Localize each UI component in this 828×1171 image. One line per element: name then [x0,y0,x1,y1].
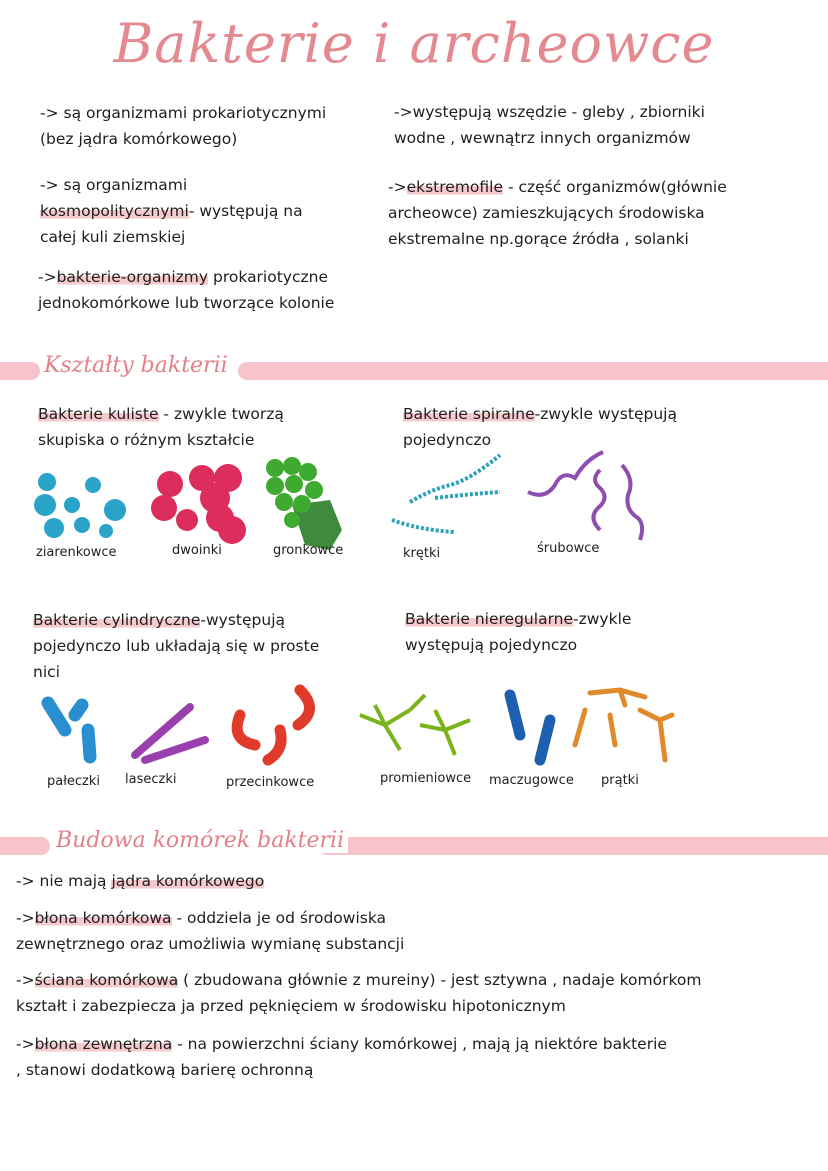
spiral-illustration [390,450,690,540]
nieregularne-description: Bakterie nieregularne-zwykle występują pojedynczo [405,610,632,654]
label-promieniowce: promieniowce [380,771,472,786]
highlight-term: bakterie-organizmy [56,268,209,286]
structure-item: ->błona komórkowa - oddziela je od środowiska zewnętrznego oraz umożliwia wymianę substancji [16,909,405,953]
przecinkowce-image [237,690,309,760]
cocci-illustration [30,460,350,550]
structure-item: ->ściana komórkowa ( zbudowana głównie z mureiny) - jest sztywna , nadaje komórkom kształt i zabezpiecza ja przed pęknięciem w środowisku hipotonicznym [16,971,702,1015]
paleczki-image [48,703,90,757]
label-maczugowce: maczugowce [489,773,574,788]
section-bar-structure [0,828,828,855]
gronkowce-image [266,457,342,550]
highlight-term: ekstremofile [406,178,504,196]
structure-item: ->błona zewnętrzna - na powierzchni ściany komórkowej , mają ją niektóre bakterie , stanowi dodatkową barierę ochronną [16,1035,667,1079]
cylindryczne-description: Bakterie cylindryczne-występują pojedynczo lub układają się w proste nici [33,611,320,681]
label-gronkowce: gronkowce [273,543,344,558]
pratki-image [575,690,672,760]
label-kretki: krętki [403,546,441,561]
label-dwoinki: dwoinki [172,543,222,558]
spiralne-description: Bakterie spiralne-zwykle występują pojedynczo [403,405,677,449]
section-heading: Kształty bakterii [40,353,232,378]
highlight-term: kosmopolitycznymi [40,202,189,220]
note-prokaryotic: -> są organizmami prokariotycznymi (bez jądra komórkowego) [40,104,327,148]
laseczki-image [135,707,205,760]
label-pratki: prątki [601,773,639,788]
label-srubowce: śrubowce [537,541,600,556]
promieniowce-image [360,695,470,755]
label-ziarenkowce: ziarenkowce [36,545,117,560]
note-bacteria-organisms: ->bakterie-organizmy prokariotyczne jednokomórkowe lub tworzące kolonie [38,268,335,312]
label-laseczki: laseczki [125,772,177,787]
label-paleczki: pałeczki [47,774,101,789]
note-extremophiles: ->ekstremofile - część organizmów(głównie archeowce) zamieszkujących środowiska ekstremalne np.gorące źródła , solanki [388,178,727,248]
srubowce-image [528,452,642,540]
section-heading: Budowa komórek bakterii [52,828,348,853]
structure-item: -> nie mają jądra komórkowego [16,872,265,890]
label-przecinkowce: przecinkowce [226,775,315,790]
note-everywhere: ->występują wszędzie - gleby , zbiorniki wodne , wewnątrz innych organizmów [394,103,705,147]
rods-illustration [40,685,690,775]
note-cosmopolitan: -> są organizmami kosmopolitycznymi- występują na całej kuli ziemskiej [40,176,303,246]
section-bar-shapes [0,353,828,380]
maczugowce-image [510,695,550,760]
kuliste-description: Bakterie kuliste - zwykle tworzą skupiska o różnym kształcie [38,405,284,449]
page-title: Bakterie i archeowce [113,12,715,75]
dwoinki-image [151,464,246,544]
ziarenkowce-image [34,473,126,538]
